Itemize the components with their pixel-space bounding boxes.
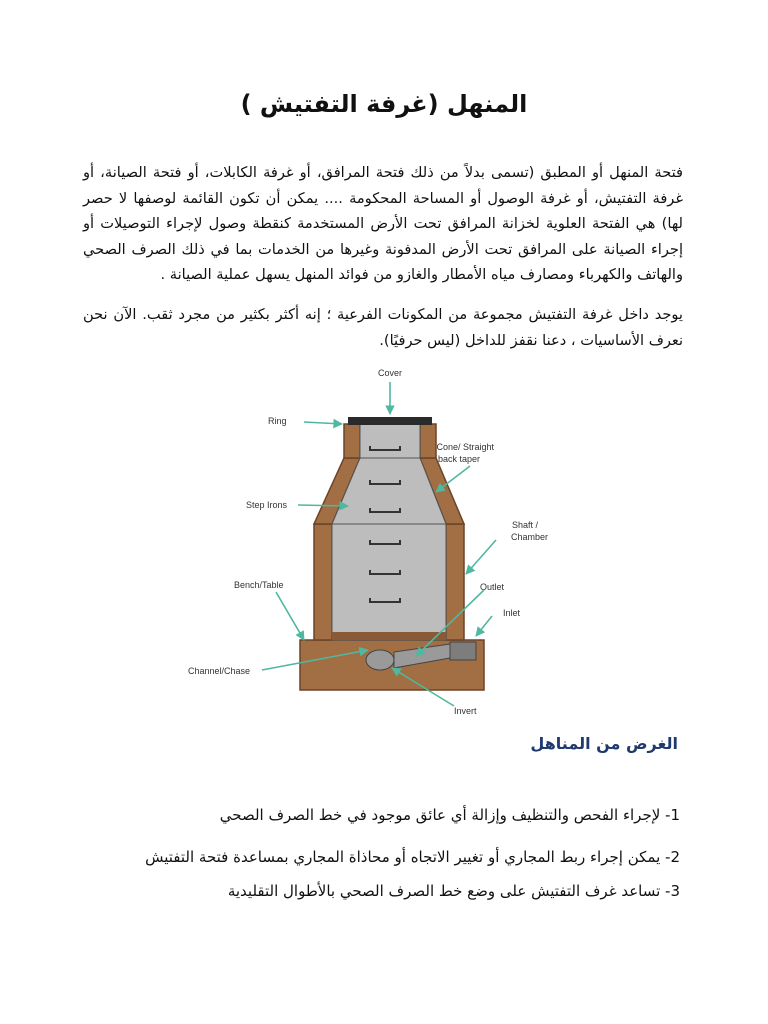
arrow-ring (304, 422, 342, 424)
arrow-bench (276, 592, 304, 640)
label-outlet: Outlet (479, 582, 504, 592)
label-invert: Invert (454, 706, 477, 716)
intro-paragraph: فتحة المنهل أو المطبق (تسمى بدلاً من ذلك فتحة المرافق، أو غرفة الكابلات، أو فتحة الصيانة، أو غرفة التفتيش، أو غرفة الوصول أو المساحة المحكومة .... يمكن أن تكون القائمة لوصفها لا حصر لها) هي الفتحة العلوية لخزانة المرافق تحت الأرض المستخدمة كنقطة وصول لإجراء التوصيلات أو إجراء الصيانة على المرافق تحت الأرض المدفونة وغيرها من الخدمات بما في ذلك الصرف الصحي والهاتف والكهرباء ومصارف مياه الأمطار والغازو من فوائد المنهل يسهل عملية الصيانة . (83, 164, 683, 283)
ring-wall-left (344, 424, 360, 458)
label-cover: Cover (378, 368, 403, 378)
shaft-wall-right (446, 524, 464, 640)
chamber-liner (332, 524, 446, 640)
cover-plate (348, 417, 432, 425)
label-step-irons: Step Irons (246, 500, 288, 510)
manhole-diagram (180, 362, 548, 722)
label-bench: Bench/Table (234, 580, 284, 590)
page-title: المنهل (غرفة التفتيش ) (240, 90, 528, 118)
purpose-heading: الغرض من المناهل (530, 734, 678, 753)
label-cone-2: back taper (437, 454, 480, 464)
label-channel: Channel/Chase (188, 666, 251, 676)
purpose-item: 2- يمكن إجراء ربط المجاري أو تغيير الاتجاه أو محاذاة المجاري بمساعدة فتحة التفتيش (145, 848, 680, 866)
inlet-pipe (450, 642, 476, 660)
label-cone-1: Cone/ Straight (436, 442, 494, 452)
arrow-shaft (466, 540, 496, 574)
arrow-step-irons (298, 505, 348, 506)
shaft-wall-left (314, 524, 332, 640)
label-shaft-2: Chamber (510, 532, 548, 542)
ring-liner (360, 424, 420, 458)
label-ring: Ring (268, 416, 287, 426)
label-inlet: Inlet (502, 608, 520, 618)
arrow-inlet (476, 616, 492, 636)
components-paragraph: يوجد داخل غرفة التفتيش مجموعة من المكونات الفرعية ؛ إنه أكثر بكثير من مجرد ثقب. الآن نحن نعرف الأساسيات ، دعنا نقفز للداخل (ليس حرفيًا). (83, 306, 683, 349)
channel-pipe (366, 650, 394, 670)
bench (332, 632, 446, 640)
purpose-item: 3- تساعد غرف التفتيش على وضع خط الصرف الصحي بالأطوال التقليدية (227, 882, 680, 900)
ring-wall-right (420, 424, 436, 458)
label-shaft-1: Shaft / (511, 520, 538, 530)
purpose-item: 1- لإجراء الفحص والتنظيف وإزالة أي عائق موجود في خط الصرف الصحي (219, 806, 680, 824)
